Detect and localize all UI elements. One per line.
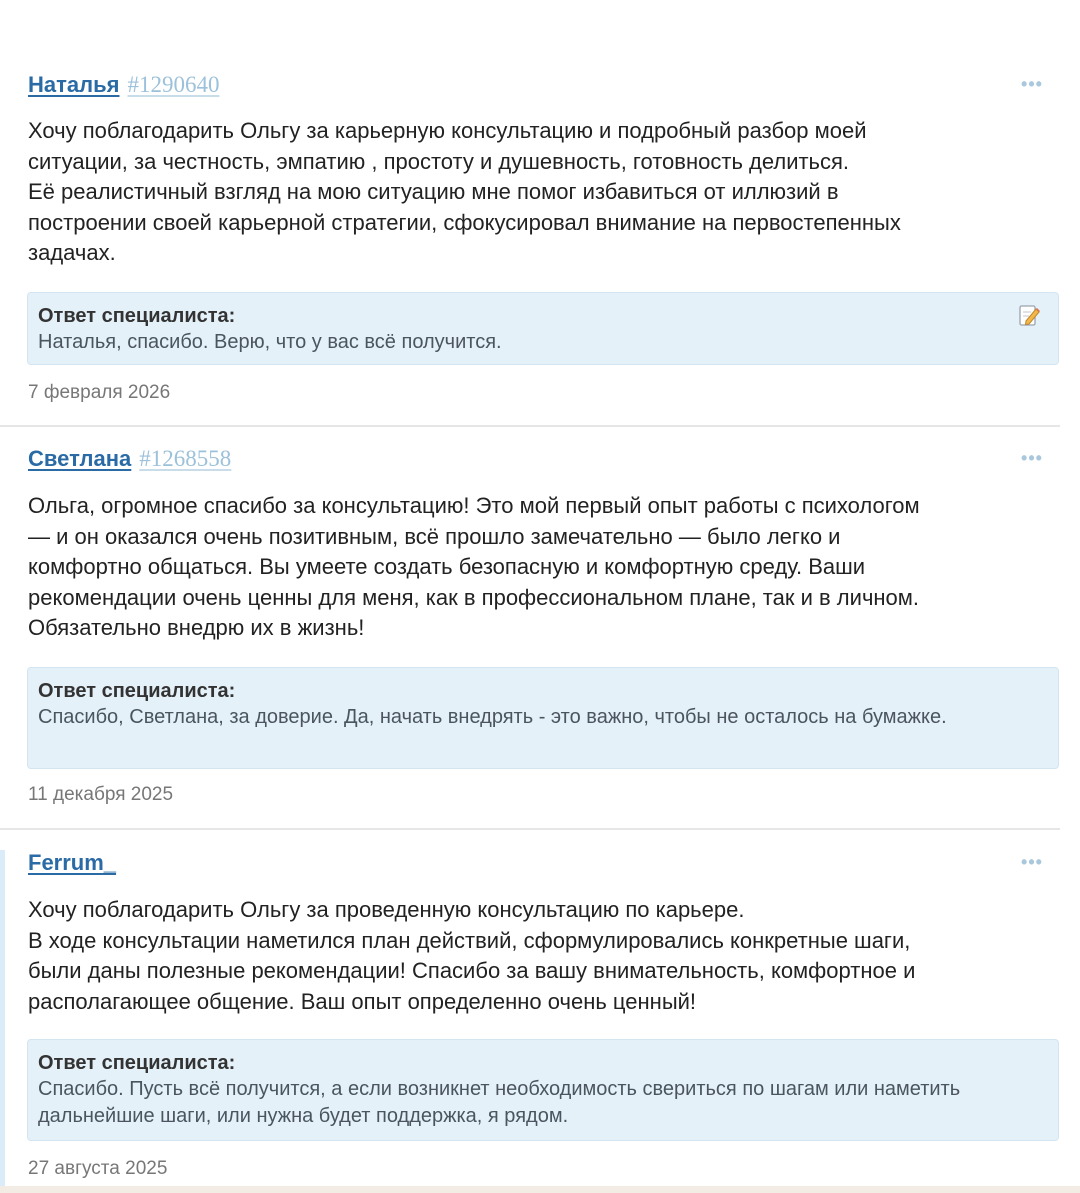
specialist-reply [27, 1039, 1059, 1141]
reply-text: Спасибо. Пусть всё получится, а если возникнет необходимость свериться по шагам или наметить дальнейшие шаги, или нужна будет поддержка, я рядом. [38, 1078, 961, 1127]
reply-text: Спасибо, Светлана, за доверие. Да, начать внедрять - это важно, чтобы не осталось на бумажке. [38, 706, 947, 728]
review-header [28, 850, 116, 880]
review-author-link[interactable]: Ferrum_ [28, 850, 117, 875]
review-text: Хочу поблагодарить Ольгу за проведенную консультацию по карьере. В ходе консультации наметился план действий, сформулировались конкретные шаги, были даны полезные рекомендации! Спасибо за вашу внимательность, комфортное и располагающее общение. Ваш опыт определенно очень ценный! [28, 897, 916, 1014]
review-divider [0, 425, 1060, 427]
reply-text: Наталья, спасибо. Верю, что у вас всё получится. [38, 331, 502, 353]
review-date: 27 августа 2025 [28, 1158, 168, 1179]
review-text: Хочу поблагодарить Ольгу за карьерную консультацию и подробный разбор моей ситуации, за честность, эмпатию , простоту и душевность, готовность делиться. Её реалистичный взгляд на мою ситуацию мне помог избавиться от иллюзий в построении своей карьерной стратегии, сфокусировал внимание на первостепенных задачах. [28, 118, 901, 265]
review-user-id[interactable]: #1268558 [139, 446, 232, 471]
review-card [0, 446, 1080, 821]
review-card [0, 850, 1080, 1186]
review-card [0, 72, 1080, 422]
review-text: Ольга, огромное спасибо за консультацию! Это мой первый опыт работы с психологом — и он оказался очень позитивным, всё прошло замечательно — было легко и комфортно общаться. Вы умеете создать безопасную и комфортную среду. Ваши рекомендации очень ценны для меня, как в профессиональном плане, так и в личном. Обязательно внедрю их в жизнь! [28, 493, 920, 640]
specialist-reply [27, 292, 1059, 365]
specialist-reply [27, 667, 1059, 769]
bottom-edge [0, 1186, 1080, 1193]
edit-icon[interactable] [1018, 303, 1040, 327]
review-divider [0, 828, 1060, 830]
more-options-icon[interactable]: ••• [1021, 852, 1043, 872]
more-options-icon[interactable]: ••• [1021, 448, 1043, 468]
reply-title: Ответ специалиста: [38, 1052, 236, 1074]
reply-title: Ответ специалиста: [38, 305, 236, 327]
review-accent-bar [0, 850, 5, 1186]
reply-title: Ответ специалиста: [38, 680, 236, 702]
review-header [28, 446, 231, 476]
review-date: 7 февраля 2026 [28, 382, 171, 403]
review-user-id[interactable]: #1290640 [127, 72, 220, 97]
review-author-link[interactable]: Наталья [28, 72, 120, 97]
more-options-icon[interactable]: ••• [1021, 74, 1043, 94]
review-date: 11 декабря 2025 [28, 784, 174, 805]
review-author-link[interactable]: Светлана [28, 446, 132, 471]
review-header [28, 72, 219, 102]
